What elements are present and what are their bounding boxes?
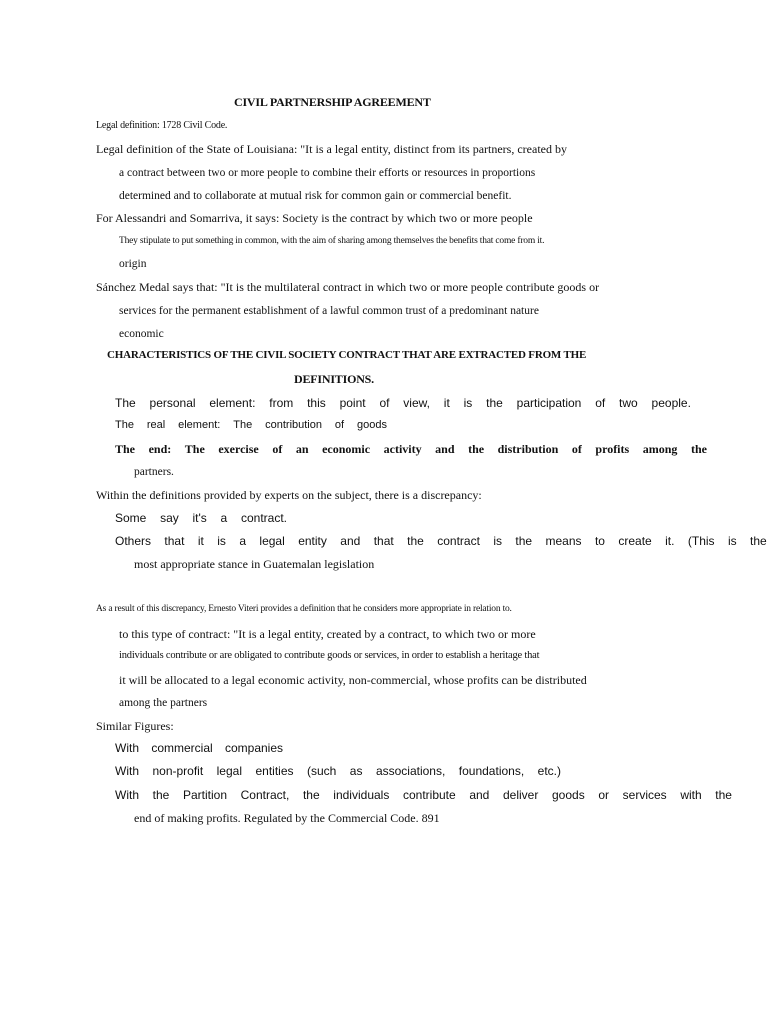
word: is [727,534,737,548]
word: profits [595,442,630,456]
word: the [468,442,485,456]
word: element: [209,396,256,410]
word: a [239,534,247,548]
word: (such [306,764,337,778]
word: and [435,442,455,456]
word: etc.) [537,764,561,778]
characteristic-real [115,418,387,432]
discrepancy-intro: Within the definitions provided by experts on the subject, there is a discrepancy: [96,488,482,502]
word: Partition [182,788,227,802]
word: of [571,442,582,456]
word: the [690,442,707,456]
word: people. [651,396,691,410]
word: With [115,788,139,802]
word: end: [148,442,172,456]
louisiana-line-3: determined and to collaborate at mutual risk for common gain or commercial benefit. [119,190,512,202]
word: the [750,534,767,548]
alessandri-line-3: origin [119,258,147,270]
word: With [115,741,139,755]
word: that [373,534,394,548]
document-title: CIVIL PARTNERSHIP AGREEMENT [234,95,431,109]
word: create [618,534,652,548]
word: is [217,534,226,548]
word: Some [115,511,147,525]
word: element: [178,419,221,431]
word: this [307,396,326,410]
sanchez-line-2: services for the permanent establishment of a lawful common trust of a predominant nature [119,305,539,317]
word: of [272,442,283,456]
word: an [295,442,309,456]
word: of [334,419,345,431]
word: it's [192,511,207,525]
word: the [152,788,170,802]
word: contract [437,534,480,548]
word: is [493,534,502,548]
louisiana-line-2: a contract between two or more people to combine their efforts or resources in proportions [119,167,536,179]
legal-definition-ref: Legal definition: 1728 Civil Code. [96,120,228,131]
word: commercial [151,741,213,755]
word: exercise [218,442,259,456]
characteristic-personal [115,396,691,410]
alessandri-line-2: They stipulate to put something in common, with the aim of sharing among themselves the benefits that come from it. [119,236,545,246]
discrepancy-some [115,511,287,525]
word: Contract, [240,788,290,802]
word: and [469,788,490,802]
similar-partition-cont: end of making profits. Regulated by the Commercial Code. 891 [134,811,440,825]
word: and [340,534,361,548]
word: The [115,396,136,410]
word: as [349,764,363,778]
word: deliver [503,788,539,802]
word: of [379,396,390,410]
word: a [220,511,228,525]
word: goods [552,788,585,802]
word: or [598,788,610,802]
characteristics-heading-line-1: CHARACTERISTICS OF THE CIVIL SOCIETY CONTRACT THAT ARE EXTRACTED FROM THE [107,349,587,361]
word: personal [149,396,196,410]
word: associations, [375,764,446,778]
word: it. [665,534,675,548]
word: to [594,534,605,548]
word: With [115,764,139,778]
word: two [619,396,638,410]
word: non-profit [152,764,204,778]
word: (This [687,534,715,548]
word: foundations, [458,764,525,778]
word: economic [322,442,371,456]
word: with [680,788,702,802]
similar-nonprofit [115,764,561,778]
word: view, [403,396,430,410]
word: that [164,534,185,548]
word: entities [255,764,294,778]
word: distribution [497,442,559,456]
viteri-line-1: As a result of this discrepancy, Ernesto Viteri provides a definition that he considers more appropriate in relation to. [96,604,512,614]
similar-figures-heading: Similar Figures: [96,719,174,733]
word: means [545,534,582,548]
word: companies [224,741,283,755]
word: the [302,788,320,802]
word: the [407,534,424,548]
discrepancy-others [115,534,767,548]
similar-commercial [115,741,283,755]
word: legal [259,534,285,548]
word: services [622,788,667,802]
word: point [339,396,366,410]
word: it [197,534,204,548]
sanchez-line-3: economic [119,328,164,340]
word: is [463,396,473,410]
word: the [515,534,533,548]
word: individuals [333,788,390,802]
discrepancy-others-cont: most appropriate stance in Guatemalan legislation [134,557,375,571]
word: contribution [265,419,322,431]
word: legal [216,764,242,778]
characteristics-heading-line-2: DEFINITIONS. [294,372,374,386]
viteri-line-4: it will be allocated to a legal economic activity, non-commercial, whose profits can be distributed [119,673,587,687]
word: The [115,442,136,456]
word: Others [115,534,152,548]
word: it [443,396,450,410]
word: among [642,442,678,456]
characteristic-end-cont: partners. [134,466,174,478]
louisiana-line-1: Legal definition of the State of Louisiana: "It is a legal entity, distinct from its partners, created by [96,142,567,156]
word: real [146,419,166,431]
word: from [269,396,294,410]
sanchez-line-1: Sánchez Medal says that: "It is the multilateral contract in which two or more people contribute goods or [96,280,600,294]
word: contribute [402,788,456,802]
word: say [160,511,179,525]
viteri-line-3: individuals contribute or are obligated to contribute goods or services, in order to establish a heritage that [119,650,540,661]
word: the [486,396,503,410]
word: The [184,442,205,456]
viteri-line-2: to this type of contract: "It is a legal entity, created by a contract, to which two or more [119,627,536,641]
similar-partition [115,788,732,802]
word: entity [298,534,327,548]
word: contract. [240,511,287,525]
word: of [595,396,606,410]
alessandri-line-1: For Alessandri and Somarriva, it says: Society is the contract by which two or more people [96,211,533,225]
word: The [233,419,253,431]
word: activity [383,442,422,456]
word: the [715,788,732,802]
word: goods [356,419,387,431]
viteri-line-5: among the partners [119,697,208,709]
word: The [115,419,134,431]
characteristic-end [115,442,707,456]
word: participation [516,396,582,410]
